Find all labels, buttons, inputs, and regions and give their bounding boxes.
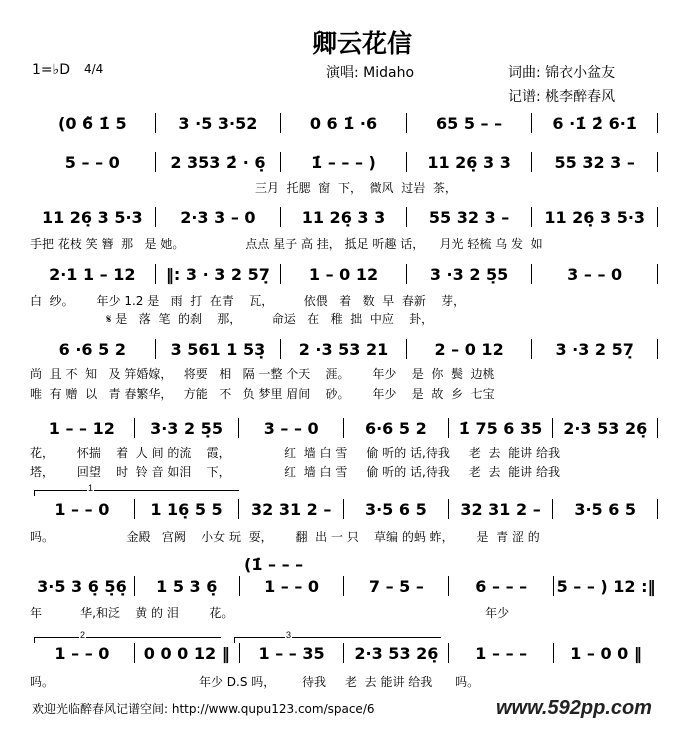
measure: 11 26̣ 3 3 — [301, 207, 386, 227]
measure: 1 – 0 0 ‖ — [570, 643, 642, 663]
measure: 32 31 2 – — [460, 499, 541, 519]
measure: 3 – – 0 — [567, 264, 623, 284]
measure: 3·5 6 5 — [574, 499, 637, 519]
measure: 6·6 5 2 — [364, 418, 427, 438]
score-row — [30, 205, 658, 229]
lyric-line: 𝄋 是 落 笔 的刹 那， 命运 在 稚 拙 中应 卦， — [30, 312, 434, 326]
score-row — [30, 150, 658, 174]
measure: 55 32 3 – — [554, 152, 635, 172]
measure: 2 353 2̇ · 6̣ — [170, 152, 266, 172]
measure: 1 – – 35 — [258, 643, 325, 663]
bar-line — [657, 339, 658, 359]
measure: 3 561 1 53̣ — [170, 339, 266, 359]
lyric-line: 白 纱。 年少 1.2 是 雨 打 在青 瓦， 依偎 着 数 早 春新 芽， — [30, 294, 466, 308]
measure: 1 – – 0 — [54, 499, 110, 519]
lyric-line: 唯 有 赠 以 青 春繁华， 方能 不 负 梦里 眉间 砂。 年少 是 故 乡 七宝 — [30, 387, 495, 401]
measure: 3 ·3 2 57̣ — [555, 339, 634, 359]
measure: (0 6̃ 1̇ 5 — [58, 113, 127, 133]
lyric-line: 尚 且 不 知 及 笄婚嫁， 将要 相 隔 一整 个天 涯。 年少 是 你 鬓 边桃 — [30, 367, 495, 381]
measure: 1 – 0 12 — [308, 264, 379, 284]
measure: 5 – – 0 — [64, 152, 120, 172]
measure: 3·3 2 5̣5 — [150, 418, 223, 438]
measure: 0 0 0 12 ‖ — [143, 643, 230, 663]
transcriber: 记谱: 桃李醉春风 — [508, 89, 616, 105]
song-title: 卿云花信 — [312, 29, 413, 58]
measure: 2 – 0 12 — [434, 339, 504, 359]
ending-bracket-3: 3 — [234, 637, 441, 643]
measure: 11 26̣ 3 5·3 — [544, 207, 646, 227]
score-row — [30, 337, 658, 361]
measure: 6 – – – — [475, 576, 528, 596]
score-row — [30, 641, 658, 665]
key-signature: 1=♭D — [32, 62, 71, 78]
alt-ending-notes: (1̇ – – – — [244, 555, 304, 574]
bar-line — [657, 113, 658, 133]
score-row — [30, 574, 658, 598]
measure: 1 16̣ 5 5 — [150, 499, 223, 519]
measure: 2·3 53 26̣ — [354, 643, 439, 663]
lyric-line: 花， 怀揣 着 人 间 的流 霞， 红 墙 白 雪 偷 听的 话,待我 老 去 能讲 给我 — [30, 446, 560, 460]
measure: 3 ·5 3·52 — [178, 113, 258, 133]
measure: ‖: 3 · 3 2 57̣ — [165, 264, 270, 284]
measure: 11 26̣ 3 3 — [427, 152, 511, 172]
measure: 1 – – – — [475, 643, 528, 663]
ending-bracket-2: 2 — [34, 637, 221, 643]
measure: 2·3 3 – 0 — [180, 207, 256, 227]
lyric-line: 年 华,和泛 黄 的 泪 花。 年少 — [30, 606, 510, 620]
bar-line — [657, 418, 658, 438]
measure: 6 ·6 5 2 — [58, 339, 126, 359]
composer: 词曲: 锦衣小盆友 — [508, 65, 616, 81]
score-row — [30, 262, 658, 286]
measure: 0 6 1̇ ·6 — [309, 113, 378, 133]
measure: 1̇ 75 6 35 — [458, 418, 543, 438]
ending-bracket-1: 1 — [34, 490, 239, 496]
bar-line — [657, 499, 658, 519]
lyric-line: 三月 托腮 窗 下， 微风 过岩 茶， — [30, 181, 457, 195]
lyric-line: 吗。 金殿 宫阙 小女 玩 耍， 翻 出 一 只 草编 的蚂 蚱， 是 青 涩 的 — [30, 530, 540, 544]
bar-line — [657, 264, 658, 284]
watermark-logo: www.592pp.com — [496, 697, 652, 719]
measure: 2·3 53 26̣ — [563, 418, 648, 438]
measure: 32 31 2 – — [250, 499, 332, 519]
measure: 6 ·1̇ 2̇ 6·1̇ — [552, 113, 637, 133]
measure: 3 ·3 2 5̣5 — [429, 264, 509, 284]
score-row — [30, 416, 658, 440]
measure: 2 ·3 53 21 — [298, 339, 389, 359]
measure: 2·1 1 – 12 — [49, 264, 136, 284]
measure: 5 – – ) 12 :‖ — [556, 576, 656, 596]
time-signature: 4/4 — [84, 62, 104, 76]
measure: 3·5 3 6̣ 5̣6̣ — [37, 576, 127, 596]
measure: 3·5 6 5 — [364, 499, 427, 519]
measure: 1̇ – – – ) — [311, 152, 376, 172]
bar-line — [657, 207, 658, 227]
lyric-line: 吗。 年少 D.S 吗， 待我 老 去 能讲 给我 吗。 — [30, 675, 480, 689]
measure: 3 – – 0 — [263, 418, 319, 438]
lyric-line: 手把 花枝 笑 簪 那 是 她。 点点 星子 高 挂， 抵足 听趣 话， 月光 轻梳 乌 发 如 — [30, 237, 543, 251]
bar-line — [657, 152, 658, 172]
footer-link[interactable]: 欢迎光临醉春风记谱空间: http://www.qupu123.com/space/6 — [32, 702, 375, 716]
singer: 演唱: Midaho — [326, 65, 415, 81]
measure: 1 5 3 6̣ — [156, 576, 218, 596]
score-row — [30, 111, 658, 135]
measure: 7 – 5 – — [368, 576, 424, 596]
measure: 65 5 – – — [436, 113, 503, 133]
measure: 1 – – 0 — [264, 576, 320, 596]
measure: 11 26̣ 3 5·3 — [41, 207, 143, 227]
lyric-line: 塔， 回望 时 铃 音 如泪 下， 红 墙 白 雪 偷 听的 话,待我 老 去 能讲 给我 — [30, 465, 560, 479]
score-row — [30, 497, 658, 521]
measure: 55 32 3 – — [428, 207, 510, 227]
measure: 1 – – 12 — [48, 418, 115, 438]
measure: 1 – – 0 — [54, 643, 110, 663]
